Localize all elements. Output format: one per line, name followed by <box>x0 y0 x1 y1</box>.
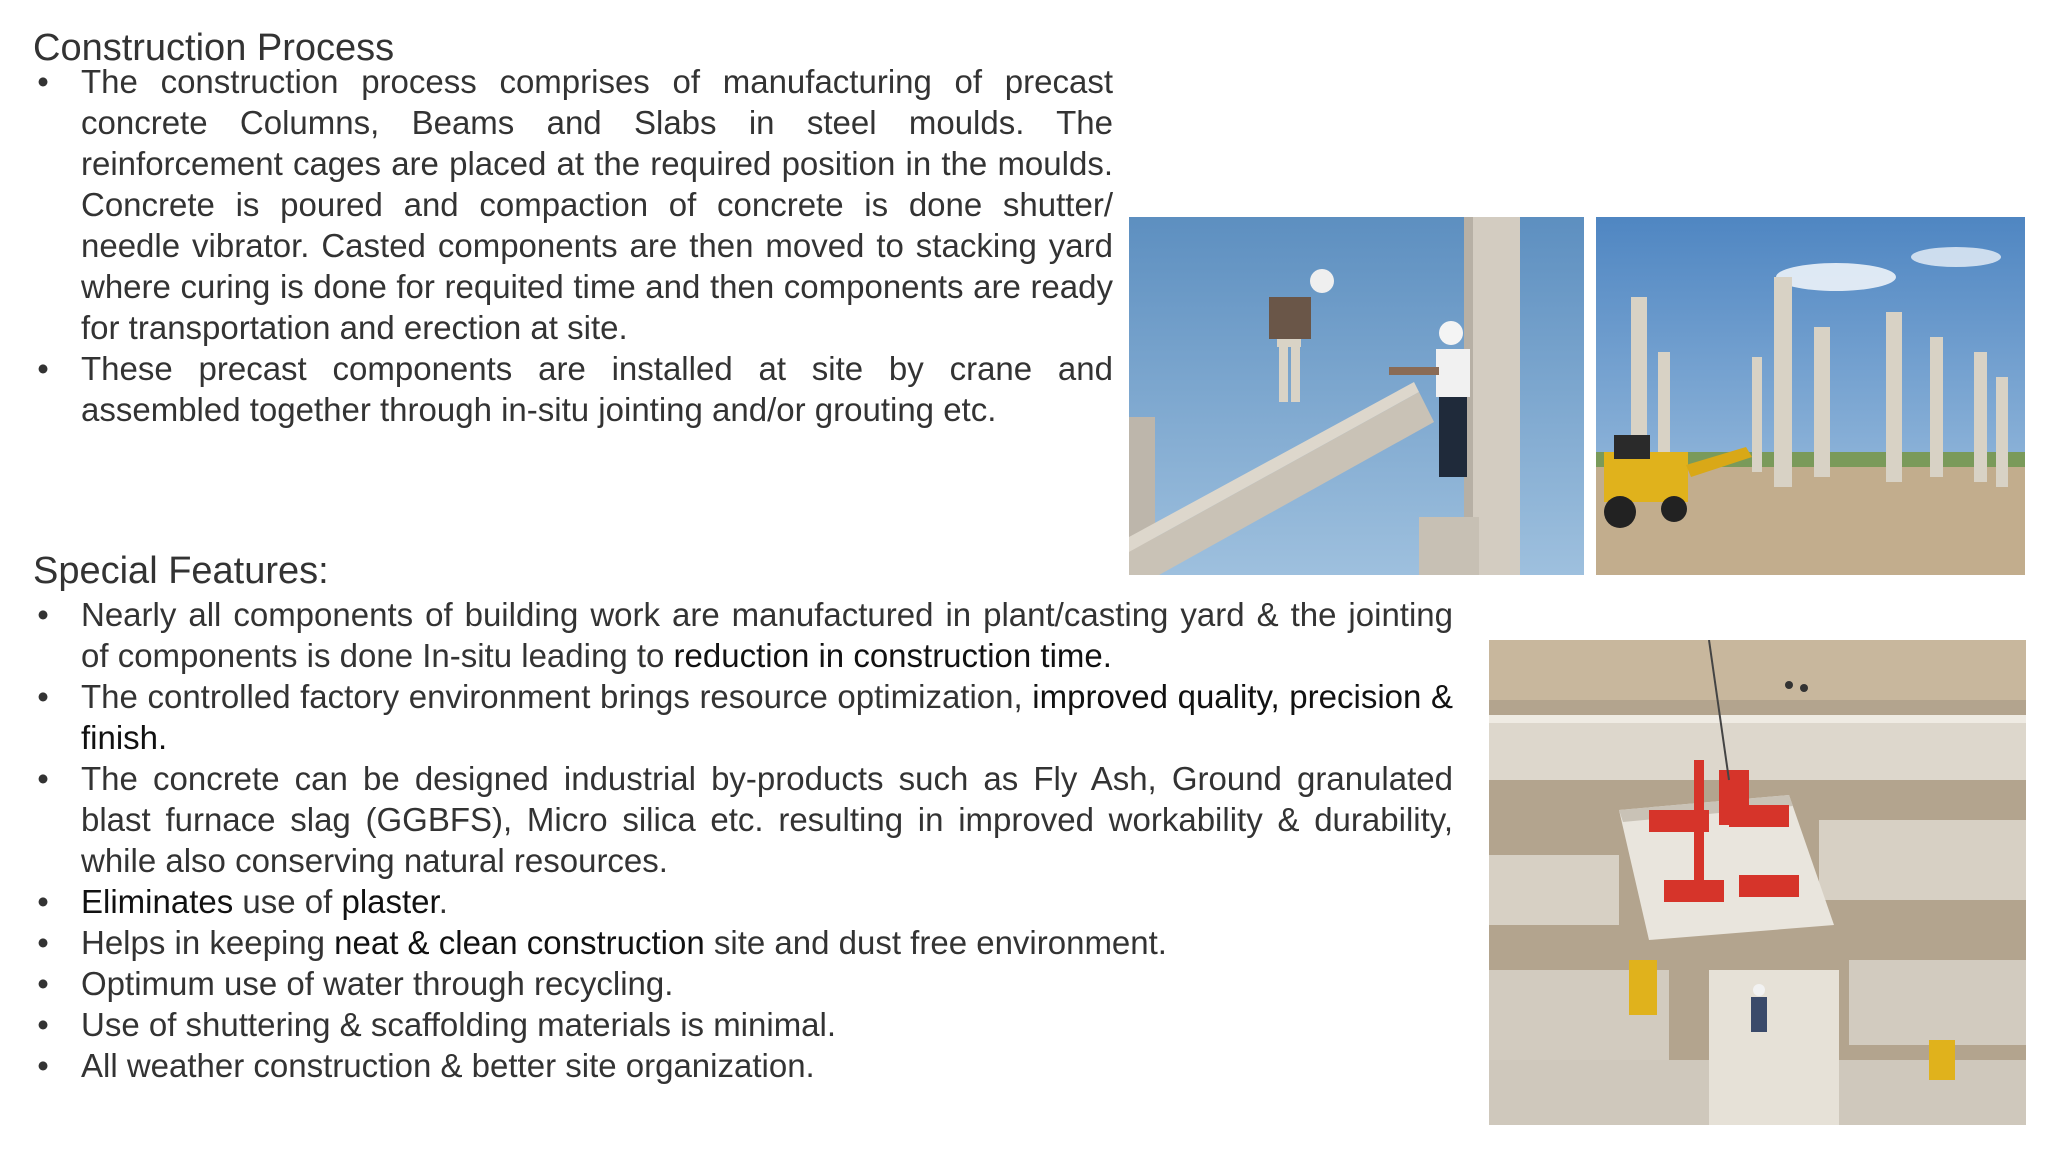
crane-site-illustration <box>1489 640 2026 1125</box>
list-item <box>33 963 1453 1004</box>
list-item-text: The concrete can be designed industrial by-products such as Fly Ash, Ground granulated blast furnace slag (GGBFS), Micro silica etc. resulting in improved workability & durability, while also conserving natural resources. <box>81 760 1453 879</box>
emphasis-text: improved quality, precision & finish. <box>81 678 1453 756</box>
list-item <box>33 1004 1453 1045</box>
list-item <box>33 348 1113 430</box>
list-item <box>33 758 1453 881</box>
construction-process-list <box>33 61 1113 430</box>
list-item <box>33 1045 1453 1086</box>
list-item <box>33 676 1453 758</box>
list-item-text: Use of shuttering & scaffolding materials is minimal. <box>81 1006 837 1043</box>
photo-workers-on-precast-beam <box>1129 217 1584 575</box>
list-item-text: Nearly all components of building work are manufactured in plant/casting yard & the jointing of components is done In-situ leading to <box>81 596 1453 674</box>
bullet-marker: • <box>37 63 49 100</box>
columns-illustration <box>1596 217 2025 575</box>
list-item-text: use of <box>233 883 342 920</box>
list-item-text: Helps in keeping <box>81 924 335 961</box>
emphasis-text: reduction in construction time. <box>673 637 1112 674</box>
list-item-text: These precast components are installed at site by crane and assembled together through in-situ jointing and/or grouting etc. <box>81 350 1113 428</box>
bullet-marker: • <box>37 883 49 920</box>
list-item <box>33 922 1453 963</box>
list-item-text: . <box>438 883 448 920</box>
list-item <box>33 594 1453 676</box>
list-item-text: site and dust free environment. <box>704 924 1167 961</box>
emphasis-text: plaster <box>341 883 439 920</box>
bullet-marker: • <box>37 596 49 633</box>
list-item-text: Optimum use of water through recycling. <box>81 965 674 1002</box>
emphasis-text: neat & clean construction <box>334 924 705 961</box>
special-features-list <box>33 594 1453 1086</box>
bullet-marker: • <box>37 965 49 1002</box>
photo-precast-columns-site <box>1596 217 2025 575</box>
section-heading-special-features: Special Features: <box>33 550 329 592</box>
list-item-text: The construction process comprises of manufacturing of precast concrete Columns, Beams and Slabs in steel moulds. The reinforcement cages are placed at the required position in the moulds. Concrete is poured and compaction of concrete is done shutter/ needle vibrator. Casted components are then moved to stacking yard where curing is done for requited time and then components are ready for transportation and erection at site. <box>81 63 1113 346</box>
list-item-text: The controlled factory environment brings resource optimization, <box>81 678 1033 715</box>
photo-crane-lifting-slab <box>1489 640 2026 1125</box>
bullet-marker: • <box>37 678 49 715</box>
list-item <box>33 61 1113 348</box>
workers-illustration <box>1129 217 1584 575</box>
bullet-marker: • <box>37 350 49 387</box>
list-item-text: All weather construction & better site organization. <box>81 1047 815 1084</box>
bullet-marker: • <box>37 1006 49 1043</box>
section-heading-construction-process: Construction Process <box>33 27 395 69</box>
bullet-marker: • <box>37 760 49 797</box>
emphasis-text: Eliminates <box>81 883 234 920</box>
bullet-marker: • <box>37 1047 49 1084</box>
bullet-marker: • <box>37 924 49 961</box>
list-item <box>33 881 1453 922</box>
